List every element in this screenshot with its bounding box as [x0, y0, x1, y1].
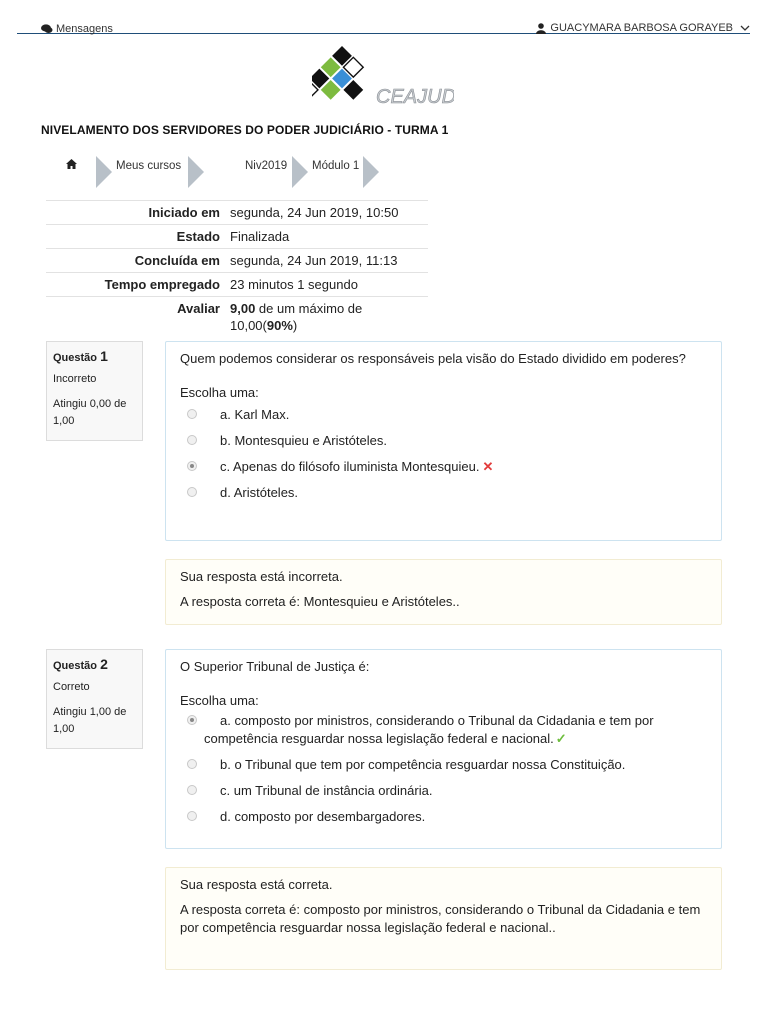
summary-row	[46, 273, 428, 297]
radio-button[interactable]	[187, 811, 197, 821]
breadcrumb-item-modulo-1[interactable]: Módulo 1	[312, 160, 360, 172]
question-prefix: Questão	[53, 352, 98, 364]
breadcrumb-separator	[188, 156, 204, 188]
breadcrumb-item-meus-cursos[interactable]: Meus cursos	[116, 160, 182, 172]
choose-prompt: Escolha uma:	[180, 385, 259, 400]
summary-label: Tempo empregado	[46, 273, 224, 297]
question-state: Correto	[53, 681, 90, 693]
grade-value	[224, 297, 428, 338]
messages-label: Mensagens	[56, 23, 113, 35]
question-state: Incorreto	[53, 373, 97, 385]
feedback-box	[165, 867, 722, 970]
summary-value: segunda, 24 Jun 2019, 11:13	[224, 249, 428, 273]
question-text: O Superior Tribunal de Justiça é:	[180, 659, 370, 674]
choose-prompt: Escolha uma:	[180, 693, 259, 708]
question-info	[46, 341, 143, 441]
breadcrumb-item-niv2019[interactable]: Niv2019	[245, 160, 288, 172]
grade-score: 9,00	[230, 301, 256, 316]
user-menu[interactable]	[536, 22, 750, 34]
home-icon	[66, 159, 77, 169]
breadcrumb-separator	[363, 156, 379, 188]
question-number	[53, 656, 136, 675]
radio-button[interactable]	[187, 435, 197, 445]
radio-button[interactable]	[187, 409, 197, 419]
top-navbar	[17, 18, 750, 34]
option-label: b. Montesquieu e Aristóteles.	[220, 433, 387, 448]
option-label: c. um Tribunal de instância ordinária.	[220, 783, 433, 798]
breadcrumb-separator	[96, 156, 112, 188]
option-label: d. composto por desembargadores.	[220, 809, 426, 824]
summary-value: 23 minutos 1 segundo	[224, 273, 428, 297]
summary-label: Avaliar	[46, 297, 224, 338]
summary-label: Concluída em	[46, 249, 224, 273]
breadcrumb-home[interactable]	[66, 159, 77, 172]
option-label: a. Karl Max.	[220, 407, 290, 422]
attempt-summary-table	[46, 200, 428, 337]
radio-button[interactable]	[187, 785, 197, 795]
answer-option[interactable]	[180, 712, 707, 748]
question-grade: Atingiu 0,00 de 1,00	[53, 398, 127, 427]
summary-row	[46, 297, 428, 338]
option-label: b. o Tribunal que tem por competência resguardar nossa Constituição.	[220, 757, 626, 772]
question-num: 1	[100, 348, 108, 364]
radio-button[interactable]	[187, 487, 197, 497]
answer-option[interactable]	[180, 484, 707, 502]
grade-end: )	[292, 318, 298, 333]
option-label: c. Apenas do filósofo iluminista Montesquieu.	[220, 459, 480, 474]
question-content	[165, 649, 722, 849]
breadcrumb-separator	[292, 156, 308, 188]
answer-option[interactable]	[180, 432, 707, 450]
feedback-box	[165, 559, 722, 625]
grade-percent: 90%	[266, 318, 293, 333]
correct-icon: ✓	[555, 731, 567, 746]
answer-option[interactable]	[180, 808, 707, 826]
messages-link[interactable]	[41, 23, 113, 35]
question-text: Quem podemos considerar os responsáveis pela visão do Estado dividido em poderes?	[180, 351, 686, 366]
question-grade: Atingiu 1,00 de 1,00	[53, 706, 127, 735]
breadcrumb	[60, 154, 400, 190]
feedback-text: Sua resposta está correta.	[180, 877, 333, 892]
answer-option[interactable]	[180, 756, 707, 774]
option-label: a. composto por ministros, considerando o Tribunal da Cidadania e tem por competência resguardar nossa legislação federal e nacional.	[204, 713, 654, 746]
incorrect-icon: ✕	[482, 459, 494, 474]
logo-wordmark: CEAJUD	[376, 86, 454, 108]
feedback-text: Sua resposta está incorreta.	[180, 569, 343, 584]
summary-row	[46, 249, 428, 273]
ceajud-logo	[312, 42, 454, 112]
summary-label: Iniciado em	[46, 201, 224, 225]
summary-value: Finalizada	[224, 225, 428, 249]
answer-option[interactable]	[180, 406, 707, 424]
summary-label: Estado	[46, 225, 224, 249]
user-icon	[536, 23, 546, 34]
radio-button[interactable]	[187, 759, 197, 769]
radio-button-selected[interactable]	[187, 461, 197, 471]
chevron-down-icon	[740, 24, 750, 32]
question-prefix: Questão	[53, 660, 98, 672]
radio-button-selected[interactable]	[187, 715, 197, 725]
summary-row	[46, 201, 428, 225]
summary-value: segunda, 24 Jun 2019, 10:50	[224, 201, 428, 225]
right-answer: A resposta correta é: Montesquieu e Aristóteles..	[180, 594, 460, 609]
option-label: d. Aristóteles.	[220, 485, 299, 500]
question-number	[53, 348, 136, 367]
question-content	[165, 341, 722, 541]
user-name: GUACYMARA BARBOSA GORAYEB	[550, 22, 733, 34]
course-title: NIVELAMENTO DOS SERVIDORES DO PODER JUDICIÁRIO - TURMA 1	[41, 123, 449, 137]
question-num: 2	[100, 656, 108, 672]
comments-icon	[41, 24, 53, 34]
question-info	[46, 649, 143, 749]
answer-option[interactable]	[180, 458, 707, 476]
answer-option[interactable]	[180, 782, 707, 800]
summary-row	[46, 225, 428, 249]
grade-middle: de um máximo de 10,00(	[230, 301, 363, 333]
right-answer: A resposta correta é: composto por ministros, considerando o Tribunal da Cidadania e tem por competência resguardar nossa legislação federal e nacional..	[180, 902, 701, 935]
